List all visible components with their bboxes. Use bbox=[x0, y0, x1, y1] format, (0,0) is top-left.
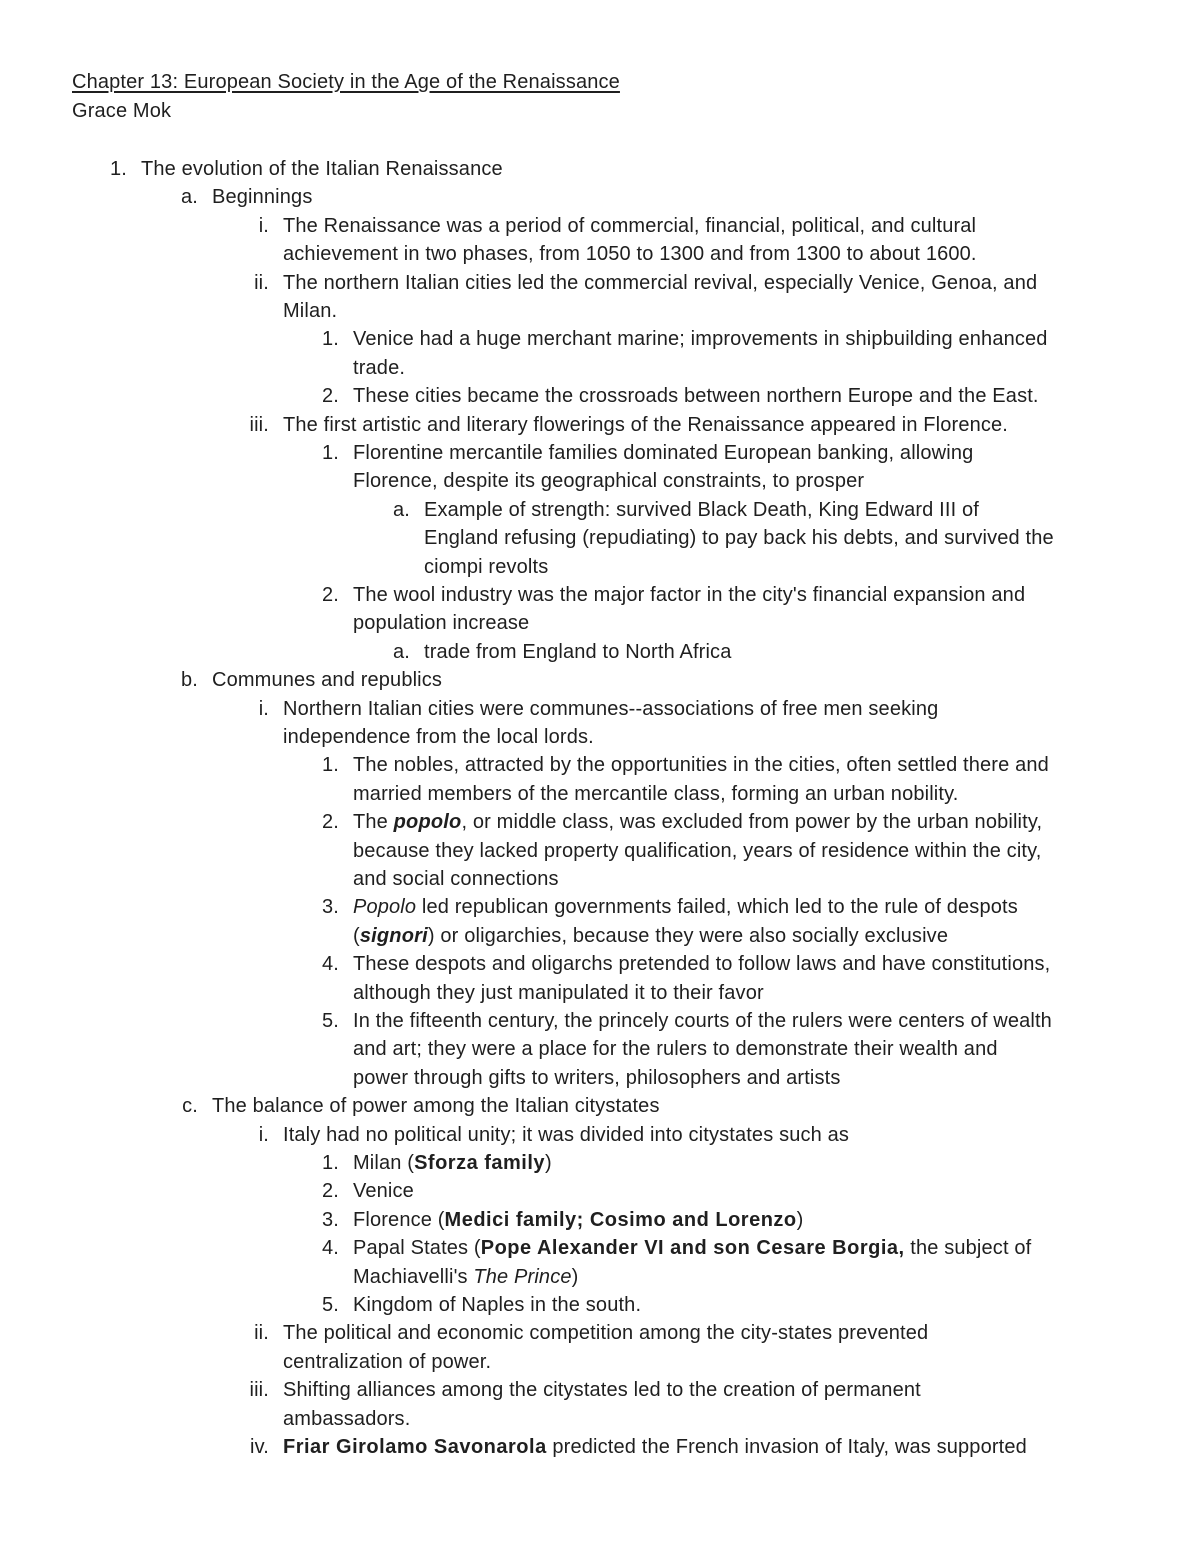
item-text: Florentine mercantile families dominated European banking, allowing bbox=[353, 442, 974, 464]
list-marker: a. bbox=[393, 498, 410, 521]
outline-item-continuation bbox=[353, 1263, 1100, 1291]
emphasized-text: Pope Alexander VI and son Cesare Borgia, bbox=[480, 1237, 905, 1260]
emphasized-text: popolo bbox=[393, 811, 462, 834]
outline-item bbox=[250, 1433, 1100, 1461]
emphasized-text: Popolo bbox=[353, 896, 417, 919]
outline-item bbox=[322, 1007, 1100, 1035]
outline-item-continuation bbox=[283, 1348, 1100, 1376]
outline-item bbox=[249, 411, 1100, 439]
outline-item bbox=[254, 1319, 1100, 1347]
item-text: Milan. bbox=[283, 300, 338, 322]
list-marker: 1. bbox=[322, 754, 339, 777]
item-text: Italy had no political unity; it was divided into citystates such as bbox=[283, 1123, 850, 1146]
item-text: The evolution of the Italian Renaissance bbox=[141, 158, 503, 180]
item-text: trade from England to North Africa bbox=[424, 640, 732, 663]
list-marker: ii. bbox=[254, 271, 269, 294]
item-text: , or middle class, was excluded from power by the urban nobility, bbox=[461, 811, 1043, 834]
list-marker: a. bbox=[393, 640, 410, 663]
item-text: Kingdom of Naples in the south. bbox=[353, 1294, 642, 1316]
outline-item bbox=[322, 382, 1100, 410]
list-marker: 1. bbox=[110, 158, 127, 180]
outline-item bbox=[322, 1177, 1100, 1205]
list-marker: b. bbox=[181, 669, 198, 692]
list-marker: i. bbox=[258, 1123, 269, 1146]
item-text: achievement in two phases, from 1050 to 1300 and from 1300 to about 1600. bbox=[283, 243, 977, 266]
list-marker: 4. bbox=[322, 953, 339, 976]
emphasized-text: Medici family; Cosimo and Lorenzo bbox=[444, 1208, 797, 1231]
item-text: and social connections bbox=[353, 868, 559, 890]
outline-item bbox=[393, 496, 1100, 524]
outline-item bbox=[322, 1206, 1100, 1234]
list-marker: 1. bbox=[322, 1152, 339, 1174]
list-marker: i. bbox=[258, 697, 269, 720]
item-text: Florence, despite its geographical constraints, to prosper bbox=[353, 470, 865, 493]
list-marker: ii. bbox=[254, 1322, 269, 1345]
item-text: The balance of power among the Italian citystates bbox=[212, 1095, 660, 1118]
item-text: Communes and republics bbox=[212, 669, 443, 692]
outline-item bbox=[322, 751, 1100, 779]
outline-item-continuation bbox=[283, 240, 1100, 268]
item-text: the subject of bbox=[904, 1237, 1032, 1260]
item-text: Shifting alliances among the citystates led to the creation of permanent bbox=[283, 1379, 921, 1402]
item-text: ) bbox=[571, 1265, 579, 1288]
list-marker: a. bbox=[181, 186, 198, 209]
item-text: ) bbox=[796, 1208, 804, 1231]
outline-item bbox=[258, 212, 1100, 240]
item-text: Florence ( bbox=[353, 1208, 445, 1231]
item-text: Northern Italian cities were communes--associations of free men seeking bbox=[283, 697, 939, 720]
list-marker: 3. bbox=[322, 1208, 339, 1231]
list-marker: 3. bbox=[322, 896, 339, 919]
item-text: Milan ( bbox=[353, 1152, 415, 1174]
outline-item bbox=[258, 1121, 1100, 1149]
list-marker: iv. bbox=[250, 1436, 269, 1458]
item-text: predicted the French invasion of Italy, was supported bbox=[546, 1436, 1027, 1458]
item-text: centralization of power. bbox=[283, 1350, 492, 1373]
outline-item bbox=[254, 269, 1100, 297]
document-author: Grace Mok bbox=[72, 100, 172, 122]
outline-item bbox=[322, 950, 1100, 978]
outline-item bbox=[181, 183, 1100, 211]
document-title: Chapter 13: European Society in the Age of the Renaissance bbox=[72, 71, 620, 93]
outline-item bbox=[322, 1291, 1100, 1319]
outline-item-continuation bbox=[353, 979, 1100, 1007]
item-text: The wool industry was the major factor in the city's financial expansion and bbox=[353, 584, 1026, 606]
list-marker: 4. bbox=[322, 1237, 339, 1260]
item-text: The northern Italian cities led the commercial revival, especially Venice, Genoa, and bbox=[283, 271, 1038, 294]
list-marker: 2. bbox=[322, 1180, 339, 1203]
outline-item bbox=[110, 155, 1100, 183]
outline-item-continuation bbox=[353, 609, 1100, 637]
item-text: although they just manipulated it to their favor bbox=[353, 981, 764, 1004]
item-text: ( bbox=[353, 924, 360, 947]
outline-item-continuation bbox=[424, 524, 1100, 552]
list-marker: 2. bbox=[322, 811, 339, 834]
outline-item-continuation bbox=[283, 723, 1100, 751]
emphasized-text: Sforza family bbox=[414, 1152, 546, 1174]
item-text: ) bbox=[545, 1152, 552, 1174]
outline-item bbox=[322, 1234, 1100, 1262]
list-marker: 1. bbox=[322, 442, 339, 464]
emphasized-text: signori bbox=[359, 924, 428, 947]
item-text: These cities became the crossroads between northern Europe and the East. bbox=[353, 385, 1039, 408]
list-marker: 5. bbox=[322, 1294, 339, 1316]
list-marker: 1. bbox=[322, 328, 339, 351]
list-marker: iii. bbox=[249, 413, 269, 436]
item-text: ) or oligarchies, because they were also socially exclusive bbox=[427, 924, 949, 947]
outline-item-continuation bbox=[424, 553, 1100, 581]
list-marker: c. bbox=[182, 1095, 198, 1118]
emphasized-text: The Prince bbox=[473, 1265, 572, 1288]
outline-item-continuation bbox=[283, 297, 1100, 325]
item-text: trade. bbox=[353, 356, 406, 379]
item-text: Example of strength: survived Black Death, King Edward III of bbox=[424, 498, 979, 521]
item-text: Venice bbox=[353, 1180, 414, 1203]
outline-item-continuation bbox=[353, 467, 1100, 495]
outline-item-continuation bbox=[353, 865, 1100, 893]
outline-item bbox=[258, 695, 1100, 723]
outline-item bbox=[322, 581, 1100, 609]
list-marker: 5. bbox=[322, 1010, 339, 1032]
list-marker: 2. bbox=[322, 385, 339, 408]
item-text: independence from the local lords. bbox=[283, 726, 594, 748]
outline-item bbox=[182, 1092, 1100, 1120]
item-text: The political and economic competition among the city-states prevented bbox=[283, 1322, 929, 1345]
item-text: led republican governments failed, which led to the rule of despots bbox=[416, 896, 1018, 919]
item-text: because they lacked property qualification, years of residence within the city, bbox=[353, 839, 1042, 862]
list-marker: i. bbox=[258, 214, 269, 237]
item-text: ciompi revolts bbox=[424, 555, 549, 578]
item-text: In the fifteenth century, the princely courts of the rulers were centers of wealth bbox=[353, 1010, 1052, 1032]
item-text: Papal States ( bbox=[353, 1237, 481, 1260]
item-text: Beginnings bbox=[212, 186, 313, 209]
outline-item bbox=[322, 439, 1100, 467]
item-text: married members of the mercantile class, forming an urban nobility. bbox=[353, 782, 959, 805]
item-text: These despots and oligarchs pretended to follow laws and have constitutions, bbox=[353, 953, 1051, 976]
outline-item-continuation bbox=[353, 354, 1100, 382]
item-text: Machiavelli's bbox=[353, 1265, 474, 1288]
item-text: The first artistic and literary flowerings of the Renaissance appeared in Florence. bbox=[283, 413, 1009, 436]
list-marker: iii. bbox=[249, 1379, 269, 1402]
item-text: power through gifts to writers, philosophers and artists bbox=[353, 1066, 841, 1089]
outline-item bbox=[181, 666, 1100, 694]
outline-item bbox=[322, 325, 1100, 353]
item-text: and art; they were a place for the rulers to demonstrate their wealth and bbox=[353, 1038, 998, 1061]
list-marker: 2. bbox=[322, 584, 339, 606]
item-text: England refusing (repudiating) to pay back his debts, and survived the bbox=[424, 527, 1054, 550]
item-text: The bbox=[353, 811, 394, 834]
item-text: population increase bbox=[353, 612, 530, 635]
outline-item-continuation bbox=[353, 837, 1100, 865]
outline-item-continuation bbox=[283, 1405, 1100, 1433]
outline-item-continuation bbox=[353, 780, 1100, 808]
item-text: The Renaissance was a period of commercial, financial, political, and cultural bbox=[283, 214, 977, 237]
outline-item bbox=[322, 808, 1100, 836]
item-text: ambassadors. bbox=[283, 1407, 411, 1430]
item-text: The nobles, attracted by the opportunities in the cities, often settled there and bbox=[353, 754, 1049, 777]
emphasized-text: Friar Girolamo Savonarola bbox=[283, 1436, 547, 1458]
outline-item bbox=[249, 1376, 1100, 1404]
outline-item bbox=[322, 1149, 1100, 1177]
item-text: Venice had a huge merchant marine; improvements in shipbuilding enhanced bbox=[353, 328, 1048, 351]
outline-item bbox=[393, 638, 1100, 666]
outline-item-continuation bbox=[353, 1035, 1100, 1063]
outline-item-continuation bbox=[353, 922, 1100, 950]
outline-item-continuation bbox=[353, 1064, 1100, 1092]
outline-item bbox=[322, 893, 1100, 921]
